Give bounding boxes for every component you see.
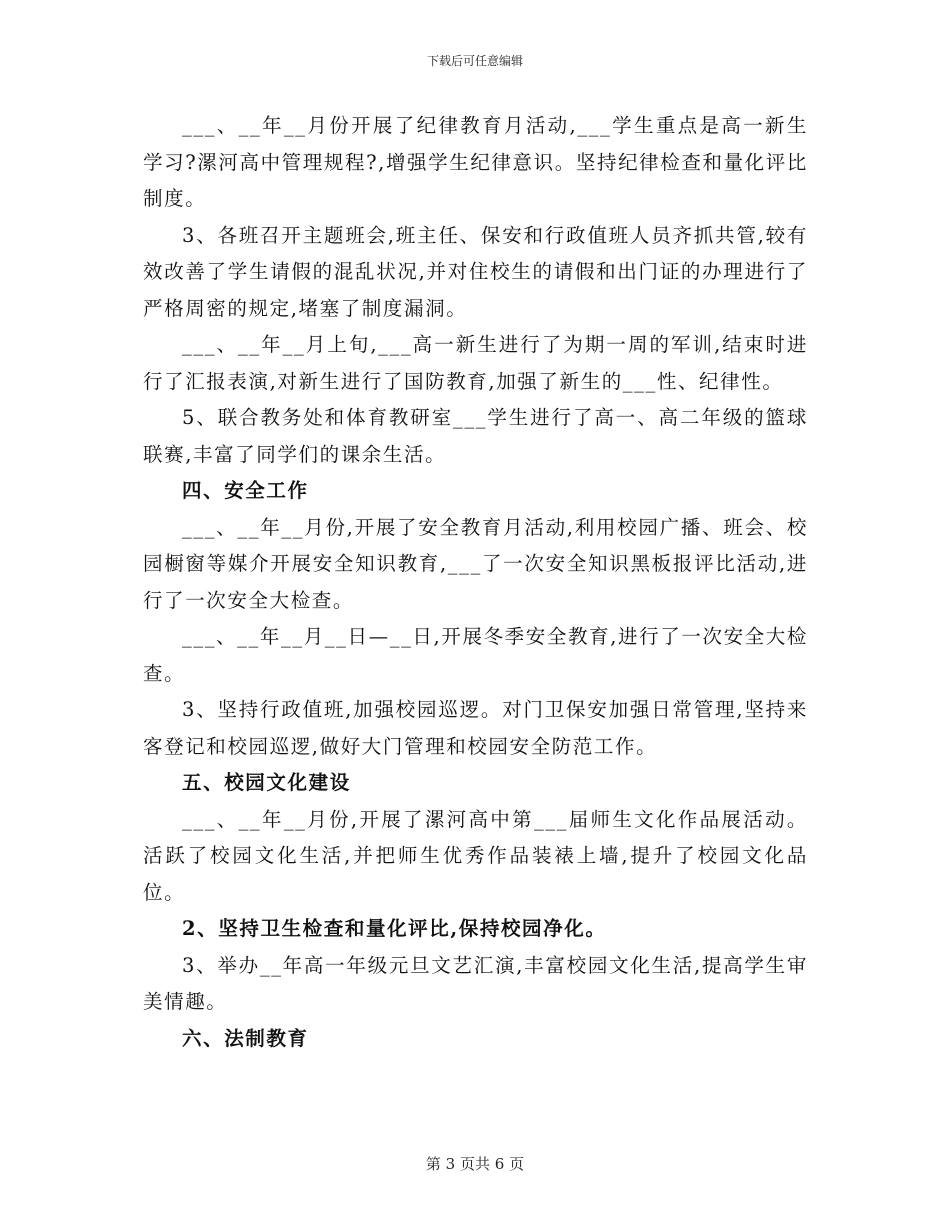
section-heading-legal: 六、法制教育 [182,1026,309,1050]
paragraph: ___、__年__月__日—__日,开展冬季安全教育,进行了一次安全大检查。 [143,625,808,685]
paragraph: ___、__年__月上旬,___高一新生进行了为期一周的军训,结束时进行了汇报表演,对新生进行了国防教育,加强了新生的___性、纪律性。 [143,333,808,393]
document-body [143,108,808,1057]
section-heading-culture: 五、校园文化建设 [182,771,351,794]
paragraph: 3、举办__年高一年级元旦文艺汇演,丰富校园文化生活,提高学生审美情趣。 [143,953,808,1013]
paragraph: ___、__年__月份,开展了漯河高中第___届师生文化作品展活动。活跃了校园文化生活,并把师生优秀作品装裱上墙,提升了校园文化品位。 [143,807,808,904]
paragraph: ___、__年__月份,开展了安全教育月活动,利用校园广播、班会、校园橱窗等媒介开展安全知识教育,___了一次安全知识黑板报评比活动,进行了一次安全大检查。 [143,515,808,612]
paragraph: 3、各班召开主题班会,班主任、保安和行政值班人员齐抓共管,较有效改善了学生请假的混乱状况,并对住校生的请假和出门证的办理进行了严格周密的规定,堵塞了制度漏洞。 [143,223,808,320]
paragraph: 3、坚持行政值班,加强校园巡逻。对门卫保安加强日常管理,坚持来客登记和校园巡逻,做好大门管理和校园安全防范工作。 [143,698,808,758]
paragraph: ___、__年__月份开展了纪律教育月活动,___学生重点是高一新生学习?漯河高中管理规程?,增强学生纪律意识。坚持纪律检查和量化评比制度。 [143,114,808,210]
section-heading-safety: 四、安全工作 [182,479,309,502]
bold-paragraph-hygiene: 2、坚持卫生检查和量化评比,保持校园净化。 [182,917,607,940]
page-header: 下载后可任意编辑 [426,54,523,68]
page-footer: 第 3 页共 6 页 [425,1155,525,1173]
paragraph: 5、联合教务处和体育教研室___学生进行了高一、高二年级的篮球联赛,丰富了同学们的课余生活。 [143,406,808,466]
